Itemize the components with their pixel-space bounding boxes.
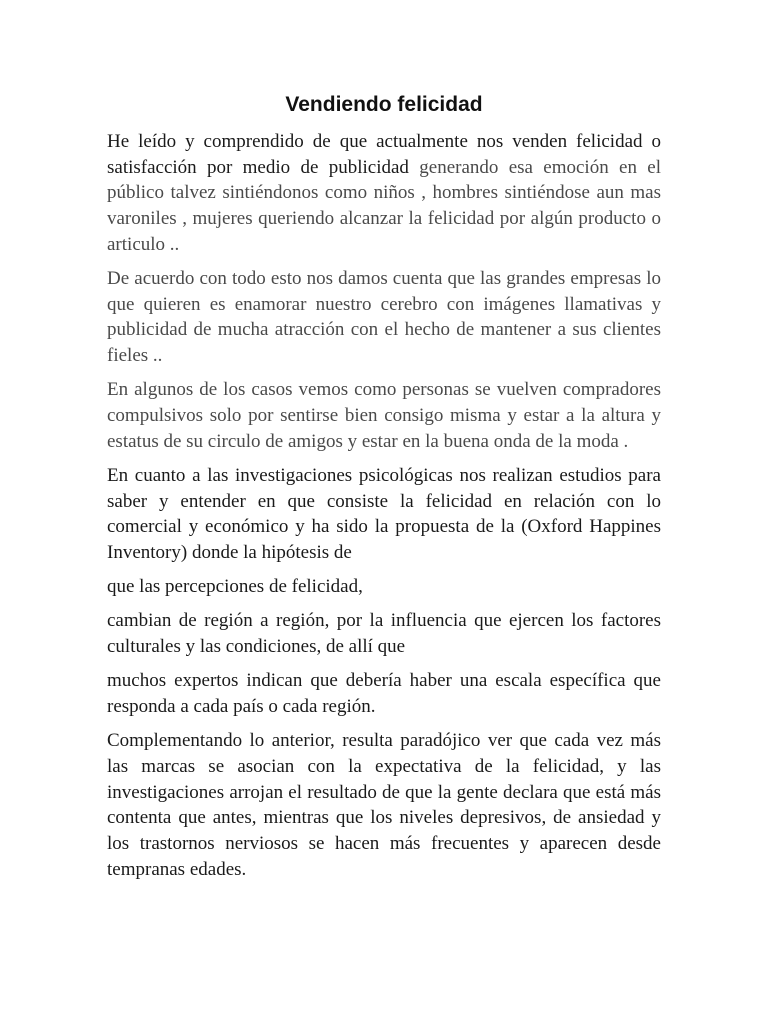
paragraph-1 [107, 129, 661, 258]
paragraph-1-part-a: He leído y comprendido de que actualmente nos venden felicidad o satisfacción por medio de publicidad [107, 131, 661, 178]
paragraph-7: muchos expertos indican que debería haber una escala específica que responda a cada país o cada región. [107, 670, 661, 718]
paragraph-1-part-b: generando esa emoción en el público talvez sintiéndonos como niños , hombres sintiéndose aun mas varoniles , mujeres queriendo alcanzar la felicidad por algún producto o articulo .. [107, 156, 661, 255]
document-page [107, 88, 661, 891]
paragraph-8: Complementando lo anterior, resulta paradójico ver que cada vez más las marcas se asocian con la expectativa de la felicidad, y las investigaciones arrojan el resultado de que la gente declara que está más contenta que antes, mientras que los niveles depresivos, de ansiedad y los trastornos nerviosos se hacen más frecuentes y aparecen desde tempranas edades. [107, 730, 661, 880]
paragraph-4: En cuanto a las investigaciones psicológicas nos realizan estudios para saber y entender en que consiste la felicidad en relación con lo comercial y económico y ha sido la propuesta de la (Oxford Happines Inventory) donde la hipótesis de [107, 464, 661, 564]
paragraph-2: De acuerdo con todo esto nos damos cuenta que las grandes empresas lo que quieren es enamorar nuestro cerebro con imágenes llamativas y publicidad de mucha atracción con el hecho de mantener a sus clientes fieles .. [107, 268, 661, 367]
paragraph-5: que las percepciones de felicidad, [107, 576, 363, 598]
document-title: Vendiendo felicidad [285, 93, 483, 116]
paragraph-3: En algunos de los casos vemos como personas se vuelven compradores compulsivos solo por sentirse bien consigo misma y estar a la altura y estatus de su circulo de amigos y estar en la buena onda de la moda . [107, 379, 661, 452]
paragraph-6: cambian de región a región, por la influencia que ejercen los factores culturales y las condiciones, de allí que [107, 610, 661, 658]
